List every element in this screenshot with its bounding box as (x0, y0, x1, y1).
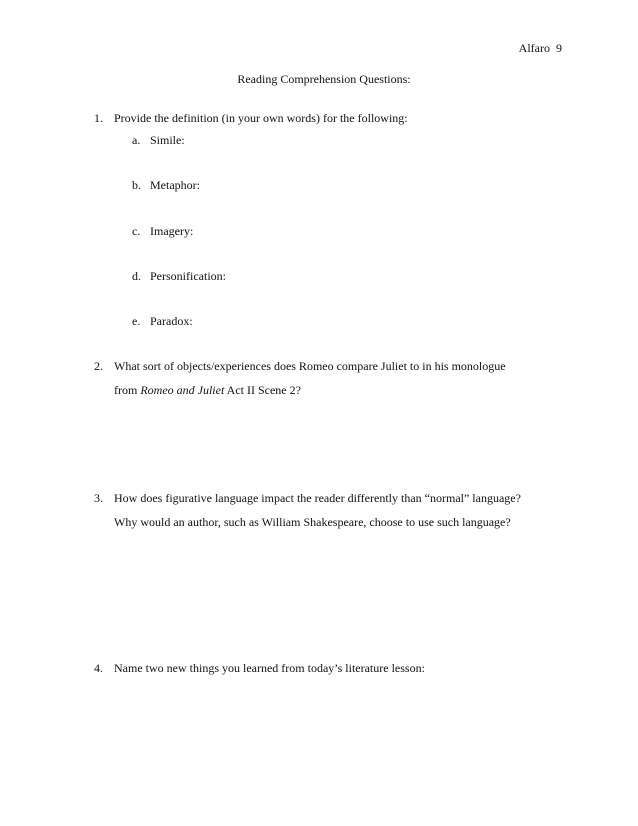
subitem-letter: e. (132, 314, 141, 328)
subitem-text: Personification: (150, 269, 226, 283)
page-header (519, 41, 562, 56)
question-text: What sort of objects/experiences does Romeo compare Juliet to in his monologue (114, 359, 506, 373)
question-text-continued: Why would an author, such as William Shakespeare, choose to use such language? (114, 515, 511, 529)
question-text: Name two new things you learned from today’s literature lesson: (114, 661, 425, 675)
subitem-text: Simile: (150, 133, 185, 147)
page-number: 9 (556, 41, 562, 55)
question-number: 3. (94, 491, 103, 505)
question-4 (94, 656, 425, 680)
subitem-letter: d. (132, 269, 141, 283)
text-fragment: Act II Scene 2? (224, 383, 301, 397)
page-title: Reading Comprehension Questions: (237, 72, 411, 86)
play-title: Romeo and Juliet (140, 383, 225, 397)
subitem-simile (132, 133, 185, 148)
question-1 (94, 106, 408, 130)
question-number: 2. (94, 359, 103, 373)
subitem-text: Paradox: (150, 314, 193, 328)
subitem-letter: c. (132, 224, 141, 238)
author-name: Alfaro (518, 41, 550, 55)
subitem-metaphor (132, 178, 200, 193)
subitem-paradox (132, 314, 193, 329)
question-number: 4. (94, 661, 103, 675)
text-fragment: from (114, 383, 141, 397)
question-text-continued (94, 378, 506, 402)
subitem-letter: b. (132, 178, 141, 192)
subitem-text: Imagery: (150, 224, 194, 238)
question-number: 1. (94, 111, 103, 125)
question-3 (94, 486, 521, 534)
subitem-letter: a. (132, 133, 141, 147)
question-text: Provide the definition (in your own words) for the following: (114, 111, 408, 125)
question-text: How does figurative language impact the reader differently than “normal” language? (114, 491, 521, 505)
subitem-personification (132, 269, 226, 284)
subitem-imagery (132, 224, 193, 239)
subitem-text: Metaphor: (150, 178, 200, 192)
question-2 (94, 354, 506, 402)
